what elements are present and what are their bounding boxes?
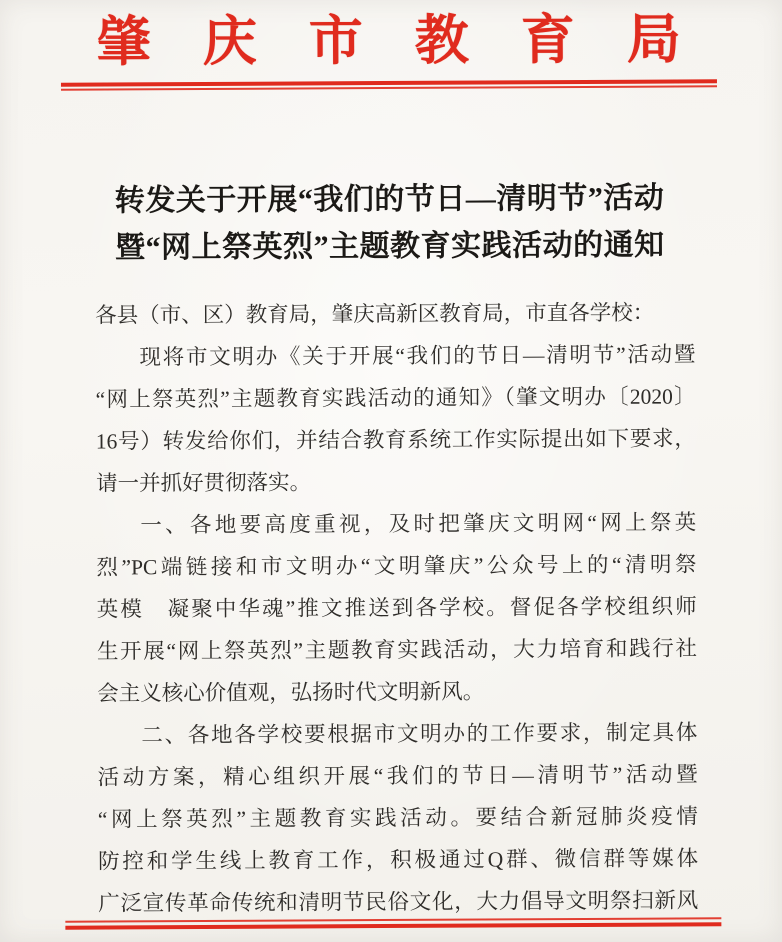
title-line-2: 暨“网上祭英烈”主题教育实践活动的通知 xyxy=(114,228,665,265)
org-name: 肇庆市教育局 xyxy=(96,9,733,73)
body-line: 广泛宣传革命传统和清明节民俗文化，大力倡导文明祭扫新风 xyxy=(98,888,699,916)
notice-body xyxy=(95,291,698,924)
body-line: 生开展“网上祭英烈”主题教育实践活动，大力培育和践行社 xyxy=(96,636,697,664)
body-line: “网上祭英烈”主题教育实践活动。要结合新冠肺炎疫情 xyxy=(97,804,698,832)
body-line-item-two: 二、各地各学校要根据市文明办的工作要求，制定具体 xyxy=(141,720,698,748)
body-line: 烈”PC端链接和市文明办“文明肇庆”公众号上的“清明祭 xyxy=(96,552,697,580)
rule-thick-bar xyxy=(65,922,721,929)
body-line: 防控和学生线上教育工作，积极通过Q群、微信群等媒体 xyxy=(97,846,699,874)
body-line: 请一并抓好贯彻落实。 xyxy=(95,470,312,496)
body-line: 现将市文明办《关于开展“我们的节日—清明节”活动暨 xyxy=(139,342,696,370)
body-line: “网上祭英烈”主题教育实践活动的通知》（肇文明办〔2020〕 xyxy=(95,384,696,412)
body-line-item-one: 一、各地要高度重视，及时把肇庆文明网“网上祭英 xyxy=(140,510,697,538)
body-line: 英模 凝聚中华魂”推文推送到各学校。督促各学校组织师 xyxy=(96,594,697,622)
body-line: 会主义核心价值观，弘扬时代文明新风。 xyxy=(97,679,485,706)
body-line: 活动方案，精心组织开展“我们的节日—清明节”活动暨 xyxy=(97,762,698,790)
letterhead-double-rule xyxy=(61,79,717,90)
notice-title xyxy=(38,174,740,272)
title-line-1: 转发关于开展“我们的节日—清明节”活动 xyxy=(114,181,665,218)
body-line-salutation: 各县（市、区）教育局，肇庆高新区教育局，市直各学校： xyxy=(95,300,655,328)
body-line: 16号）转发给你们，并结合教育系统工作实际提出如下要求， xyxy=(95,426,696,454)
letterhead xyxy=(0,0,780,73)
